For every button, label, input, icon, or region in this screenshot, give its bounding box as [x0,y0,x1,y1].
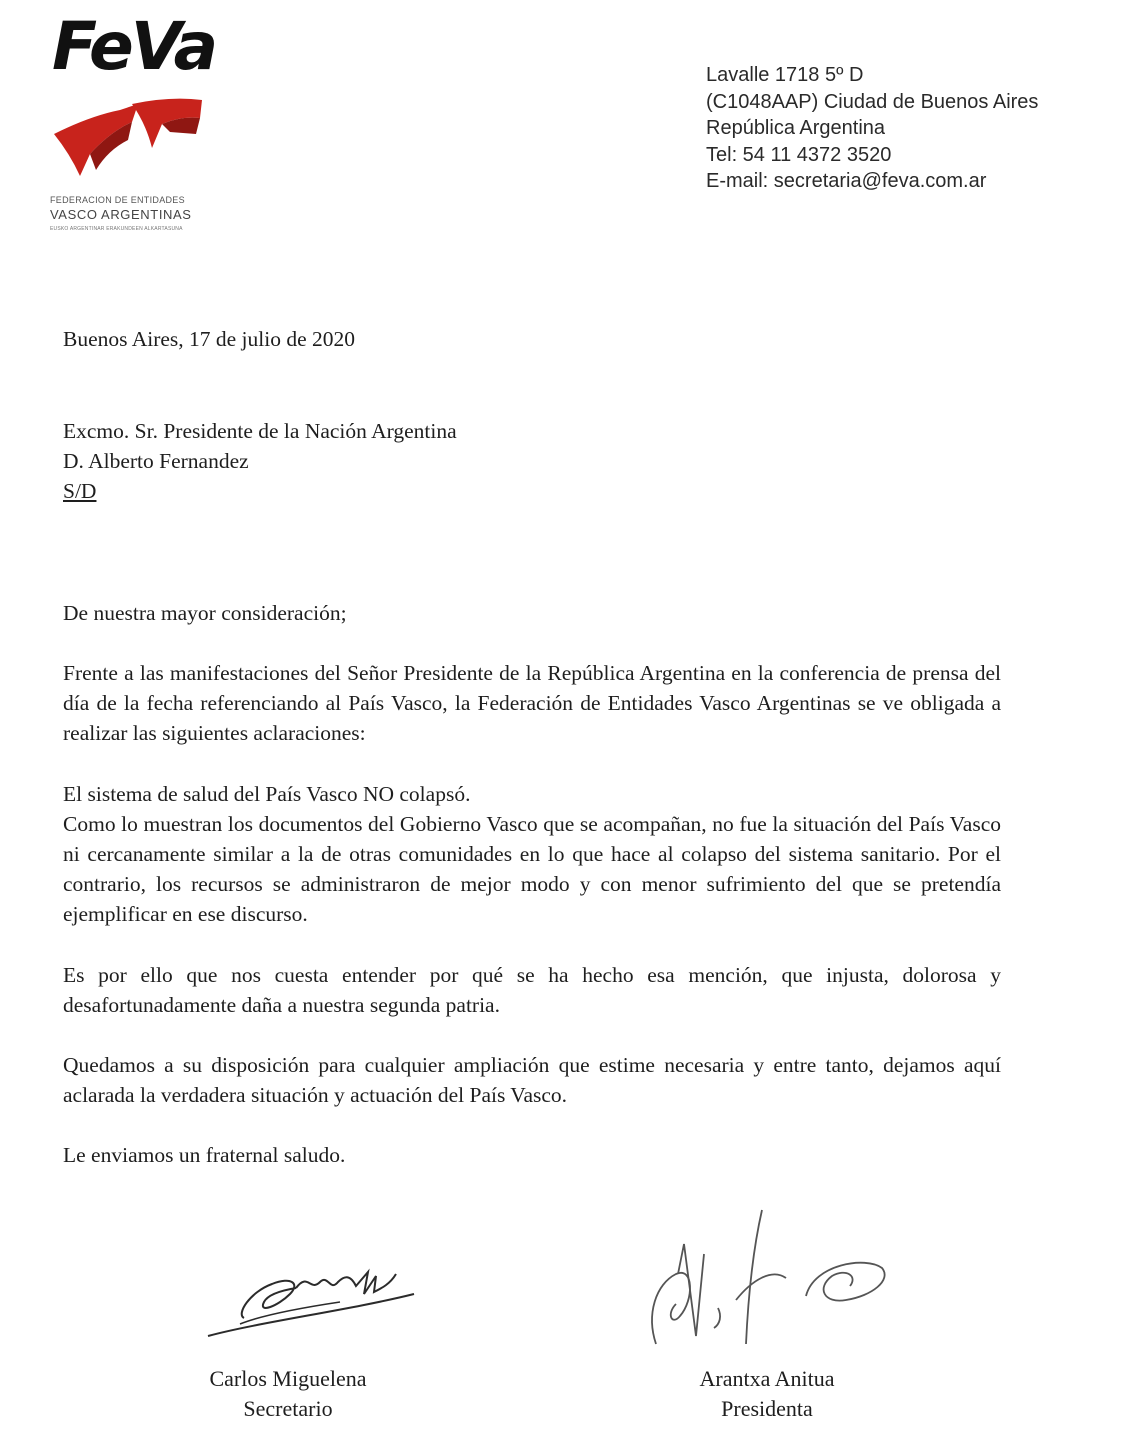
paragraph-availability: Quedamos a su disposición para cualquier ampliación que estime necesaria y entre tanto, dejamos aquí aclarada la verdadera situación y actuación del País Vasco. [63,1053,1001,1108]
signatory-name-president: Arantxa Anitua [699,1366,835,1391]
address-phone: Tel: 54 11 4372 3520 [706,143,892,166]
address-street: Lavalle 1718 5º D [706,64,864,86]
paragraph-explanation: Como lo muestran los documentos del Gobierno Vasco que se acompañan, no fue la situación del País Vasco ni cercanamente similar a la de otras comunidades en lo que hace al colapso del sistema sanitario. Por el contrario, los recursos se administraron de mejor modo y con menor sufrimiento del que se pretendía ejemplificar en ese discurso. [63,811,1001,927]
logo-subtitle-federation: FEDERACION DE ENTIDADES [50,195,185,205]
letterhead-address [706,62,1038,195]
signatory-role-president: Presidenta [721,1396,813,1421]
address-city: (C1048AAP) Ciudad de Buenos Aires [706,90,1039,113]
signature-secretary [200,1262,430,1342]
logo-bridge-icon [50,94,206,190]
paragraph-intro: Frente a las manifestaciones del Señor Presidente de la República Argentina en la conferencia de prensa del día de la fecha referenciando al País Vasco, la Federación de Entidades Vasco Argentinas se ve obligada a realizar las siguientes aclaraciones: [63,661,1001,746]
place-date: Buenos Aires, 17 de julio de 2020 [63,327,356,351]
signatory-role-secretary: Secretario [243,1396,333,1421]
paragraph-concern: Es por ello que nos cuesta entender por qué se ha hecho esa mención, que injusta, dolorosa y desafortunadamente daña a nuestra segunda patria. [63,962,1001,1017]
address-email: E-mail: secretaria@feva.com.ar [706,170,987,192]
recipient-title: Excmo. Sr. Presidente de la Nación Argentina [63,419,457,443]
signatory-name-secretary: Carlos Miguelena [209,1366,367,1391]
signature-president [636,1204,896,1354]
salutation: De nuestra mayor consideración; [63,601,347,625]
logo-subtitle-basque: EUSKO ARGENTINAR ERAKUNDEEN ALKARTASUNA [50,226,183,232]
paragraph-statement: El sistema de salud del País Vasco NO colapsó. [63,781,471,806]
address-country: República Argentina [706,117,886,139]
logo-wordmark: FeVa [52,8,216,85]
logo-subtitle-name: VASCO ARGENTINAS [50,207,192,222]
feva-logo [46,8,226,236]
recipient-sd: S/D [63,479,97,503]
paragraph-closing: Le enviamos un fraternal saludo. [63,1143,346,1168]
letter-body [63,658,1001,1171]
recipient-name: D. Alberto Fernandez [63,449,249,473]
